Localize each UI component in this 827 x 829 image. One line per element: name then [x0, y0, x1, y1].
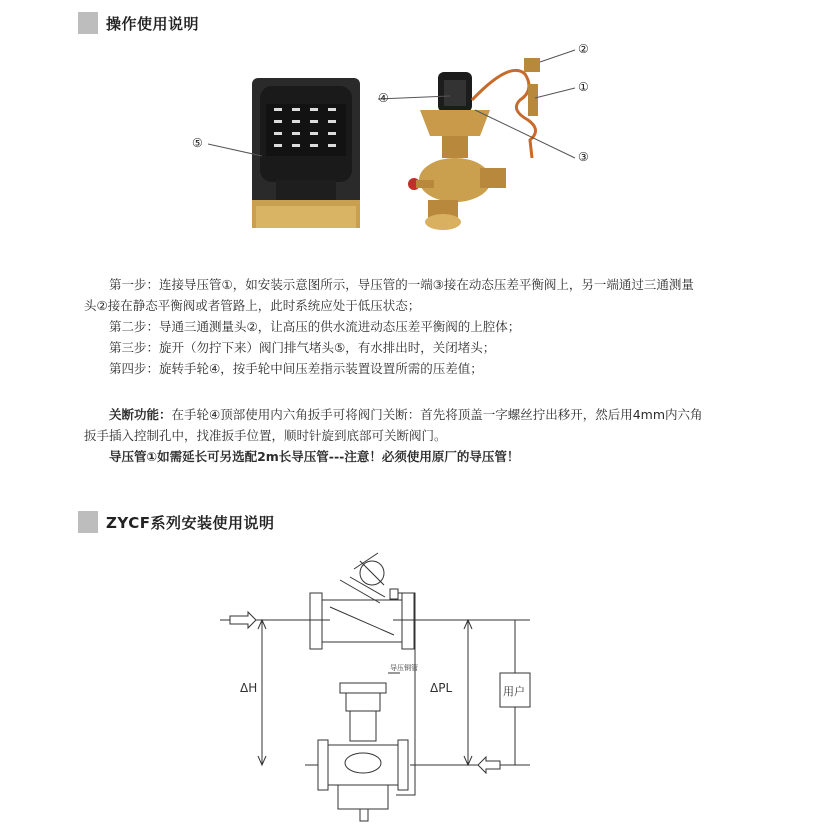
section-marker: [78, 511, 98, 533]
shutoff-text-1: 在手轮④顶部使用内六角扳手可将阀门关断：首先将顶盖一字螺丝拧出移开，然后用4mm内六角: [171, 407, 703, 422]
instruction-steps: [84, 274, 764, 379]
section-title: 操作使用说明: [106, 14, 200, 33]
callout-4: ④: [378, 91, 389, 105]
callout-1: ①: [578, 80, 589, 94]
step4: 第四步：旋转手轮④，按手轮中间压差指示装置设置所需的压差值；: [109, 361, 483, 376]
step2: 第二步：导通三通测量头②，让高压的供水流进动态压差平衡阀的上腔体；: [109, 319, 521, 334]
shutoff-label: 关断功能：: [109, 407, 172, 422]
section-header-operation: [78, 11, 199, 35]
delta-h-label: ΔH: [240, 681, 258, 695]
static-balancing-valve: [310, 553, 414, 649]
user-label: 用户: [503, 685, 525, 698]
return-flow-arrow: [478, 757, 500, 773]
valve-photo: [408, 58, 540, 230]
delta-pl-label: ΔPL: [430, 681, 453, 695]
callout-5: ⑤: [192, 136, 203, 150]
tube-note: 导压管①如需延长可另选配2m长导压管---注意！必须使用原厂的导压管！: [109, 449, 520, 464]
product-photo: [180, 40, 620, 240]
tube-label: 导压铜管: [390, 664, 418, 672]
step3: 第三步：旋开（勿拧下来）阀门排气堵头⑤，有水排出时，关闭堵头；: [109, 340, 496, 355]
step1-line2: 头②接在静态平衡阀或者管路上，此时系统应处于低压状态；: [84, 298, 421, 313]
callout-3: ③: [578, 150, 589, 164]
section-header-installation: [78, 510, 274, 534]
installation-schematic: [210, 545, 540, 829]
callout-2: ②: [578, 42, 589, 56]
handwheel-closeup-inset: [252, 78, 360, 228]
shutoff-function: [84, 404, 764, 467]
section-marker: [78, 12, 98, 34]
section-title: ZYCF系列安装使用说明: [106, 513, 275, 532]
differential-pressure-valve: [318, 683, 408, 821]
shutoff-text-2: 扳手插入控制孔中，找准扳手位置，顺时针旋到底部可关断阀门。: [84, 428, 447, 443]
inlet-flow-arrow: [230, 612, 256, 628]
step1-line1: 第一步：连接导压管①，如安装示意图所示，导压管的一端③接在动态压差平衡阀上，另一端通过三通测量: [109, 277, 694, 292]
